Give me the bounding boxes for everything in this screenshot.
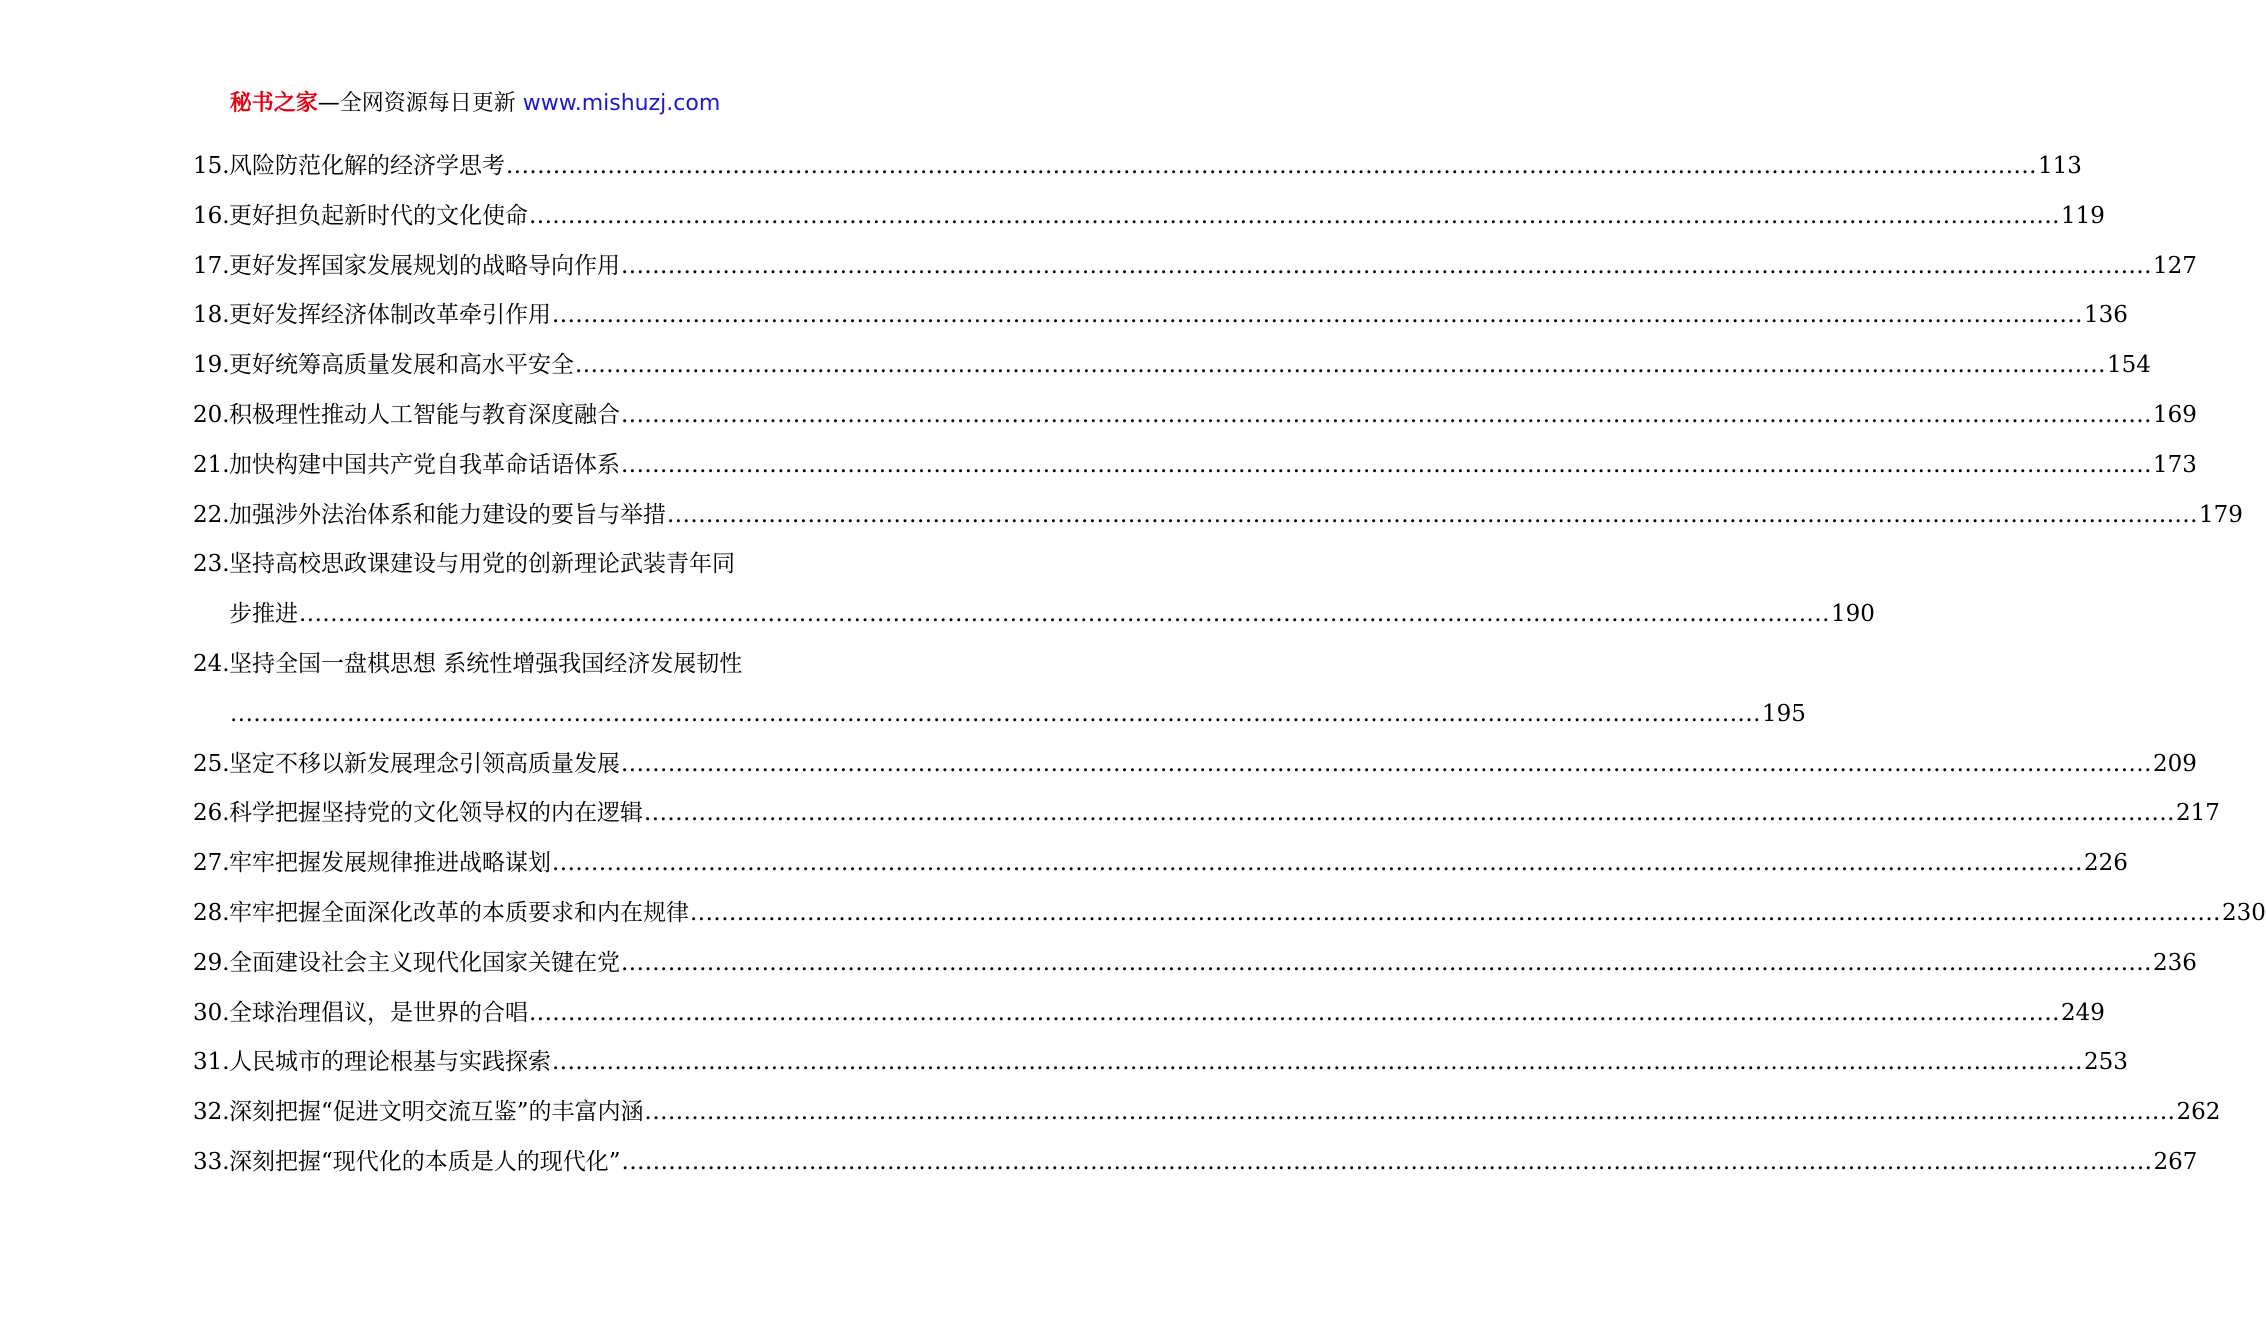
entry-number: 16.: [193, 202, 230, 229]
entry-number: 15.: [193, 153, 230, 179]
dot-leader: [645, 1088, 2176, 1138]
entry-title: 牢牢把握全面深化改革的本质要求和内在规律: [229, 899, 689, 926]
entry-title: 深刻把握“现代化的本质是人的现代化”: [229, 1148, 621, 1175]
entry-page: 113: [2037, 153, 2082, 179]
entry-title: 牢牢把握发展规律推进战略谋划: [229, 850, 551, 877]
toc-entry[interactable]: [193, 889, 2266, 939]
entry-number: 19.: [193, 352, 230, 379]
entry-number: 17.: [193, 252, 230, 279]
entry-page: 217: [2175, 800, 2220, 827]
entry-page: 119: [2060, 202, 2105, 229]
dot-leader: [506, 142, 2037, 192]
dot-leader: [552, 291, 2083, 341]
entry-title: 更好担负起新时代的文化使命: [229, 202, 528, 229]
toc-entry-continuation[interactable]: [193, 690, 1806, 740]
dot-leader: [667, 491, 2198, 541]
entry-title: 坚持全国一盘棋思想 系统性增强我国经济发展韧性: [229, 650, 743, 677]
dot-leader: [529, 989, 2060, 1039]
entry-title: 积极理性推动人工智能与教育深度融合: [229, 401, 620, 428]
dot-leader: [230, 690, 1761, 740]
entry-title: 全球治理倡议，是世界的合唱: [229, 999, 528, 1026]
entry-title: 加快构建中国共产党自我革命话语体系: [229, 451, 620, 478]
toc-entry[interactable]: [193, 391, 2197, 441]
entry-number: 20.: [193, 401, 230, 428]
dot-leader: [621, 939, 2152, 989]
entry-page: 230: [2221, 899, 2266, 926]
toc-entry[interactable]: [193, 441, 2197, 491]
entry-page: 226: [2083, 850, 2128, 877]
entry-page: 190: [1830, 601, 1875, 628]
toc-entry[interactable]: [193, 491, 2243, 541]
toc-entry[interactable]: [193, 1088, 2221, 1138]
entry-number: 30.: [193, 999, 230, 1026]
toc-entry[interactable]: [193, 1038, 2128, 1088]
header-slogan: —全网资源每日更新: [317, 91, 516, 116]
entry-title: 坚持高校思政课建设与用党的创新理论武装青年同: [229, 551, 735, 578]
entry-number: 22.: [193, 501, 230, 528]
toc-entry[interactable]: [193, 789, 2220, 839]
toc-entry[interactable]: [193, 640, 806, 690]
toc-entry[interactable]: [193, 1138, 2198, 1188]
toc-entry[interactable]: [193, 242, 2197, 292]
dot-leader: [299, 590, 1830, 640]
entry-page: 249: [2060, 999, 2105, 1026]
entry-title: 风险防范化解的经济学思考: [229, 153, 505, 179]
entry-number: 21.: [193, 451, 230, 478]
entry-title: 更好发挥国家发展规划的战略导向作用: [229, 252, 620, 279]
toc-entry[interactable]: [193, 839, 2128, 889]
toc-entry[interactable]: [193, 540, 806, 590]
entry-number: 29.: [193, 949, 230, 976]
entry-page: 209: [2152, 750, 2197, 777]
entry-title: 科学把握坚持党的文化领导权的内在逻辑: [229, 800, 643, 827]
entry-page: 253: [2083, 1049, 2128, 1076]
entry-page: 236: [2152, 949, 2197, 976]
dot-leader: [621, 242, 2152, 292]
toc-entry[interactable]: [193, 989, 2105, 1039]
entry-number: 24.: [193, 650, 230, 677]
entry-title: 更好统筹高质量发展和高水平安全: [229, 352, 574, 379]
page-header: [0, 88, 950, 120]
dot-leader: [552, 1038, 2083, 1088]
entry-title: 人民城市的理论根基与实践探索: [229, 1049, 551, 1076]
entry-page: 169: [2152, 401, 2197, 428]
toc-entry[interactable]: [193, 740, 2197, 790]
dot-leader: [621, 441, 2152, 491]
brand-name: 秘书之家: [229, 91, 318, 116]
dot-leader: [644, 789, 2175, 839]
entry-number: 18.: [193, 302, 230, 329]
dot-leader: [622, 1138, 2153, 1188]
site-link[interactable]: www.mishuzj.com: [522, 91, 721, 116]
entry-title: 坚定不移以新发展理念引领高质量发展: [229, 750, 620, 777]
entry-title: 全面建设社会主义现代化国家关键在党: [229, 949, 620, 976]
toc-entry[interactable]: [193, 291, 2128, 341]
dot-leader: [529, 192, 2060, 242]
toc-entry[interactable]: [193, 341, 2151, 391]
entry-page: 173: [2152, 451, 2197, 478]
dot-leader: [575, 341, 2106, 391]
entry-number: 27.: [193, 850, 230, 877]
toc-entry[interactable]: [193, 192, 2105, 242]
entry-title: 更好发挥经济体制改革牵引作用: [229, 302, 551, 329]
entry-title: 深刻把握“促进文明交流互鉴”的丰富内涵: [229, 1099, 644, 1126]
dot-leader: [621, 740, 2152, 790]
entry-page: 127: [2152, 252, 2197, 279]
entry-number: 26.: [193, 800, 230, 827]
entry-page: 267: [2153, 1148, 2198, 1175]
dot-leader: [552, 839, 2083, 889]
entry-page: 195: [1761, 700, 1806, 727]
dot-leader: [621, 391, 2152, 441]
entry-page: 154: [2106, 352, 2151, 379]
entry-title-continued: 步推进: [229, 601, 298, 628]
entry-number: 32.: [193, 1099, 230, 1126]
entry-number: 28.: [193, 899, 230, 926]
toc-entry-continuation[interactable]: [193, 590, 1875, 640]
toc-entry[interactable]: [193, 939, 2197, 989]
dot-leader: [690, 889, 2221, 939]
entry-number: 33.: [193, 1148, 230, 1175]
entry-page: 179: [2198, 501, 2243, 528]
entry-page: 262: [2176, 1099, 2221, 1126]
entry-number: 31.: [193, 1049, 230, 1076]
entry-page: 136: [2083, 302, 2128, 329]
table-of-contents: [193, 142, 2266, 1188]
entry-number: 25.: [193, 750, 230, 777]
entry-number: 23.: [193, 551, 230, 578]
entry-title: 加强涉外法治体系和能力建设的要旨与举措: [229, 501, 666, 528]
toc-entry[interactable]: [193, 142, 2082, 192]
